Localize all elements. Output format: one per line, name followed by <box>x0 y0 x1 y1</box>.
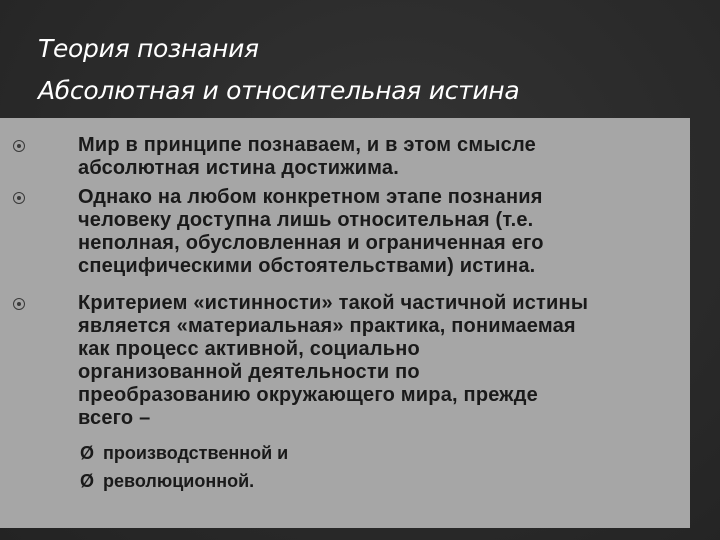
bullet-text-3 <box>78 292 688 430</box>
arrow-check-icon: Ø <box>80 443 95 463</box>
bullet-1-line-1: Мир в принципе познаваем, и в этом смысле <box>78 134 536 156</box>
bullet-text-2 <box>78 186 688 278</box>
bullet-text-1 <box>78 134 688 180</box>
bullet-2-line-2: человеку доступна лишь относительная (т.е. <box>78 209 534 231</box>
circle-dot-bullet-icon <box>13 140 25 152</box>
bullet-3-line-2: является «материальная» практика, понимаемая <box>78 315 576 337</box>
circle-dot-bullet-icon <box>13 192 25 204</box>
bullet-3-line-1: Критерием «истинности» такой частичной истины <box>78 292 589 314</box>
content-panel <box>0 118 690 528</box>
slide-title <box>38 28 678 112</box>
title-line-2: Абсолютная и относительная истина <box>38 76 520 105</box>
bullet-3-line-4: организованной деятельности по <box>78 361 420 383</box>
sub-bullet-2-text: революционной. <box>103 471 255 491</box>
bullet-3-line-5: преобразованию окружающего мира, прежде <box>78 384 538 406</box>
arrow-check-icon: Ø <box>80 471 95 491</box>
bullet-2-line-1: Однако на любом конкретном этапе познания <box>78 186 543 208</box>
bullet-1-line-2: абсолютная истина достижима. <box>78 157 399 179</box>
bullet-3-line-3: как процесс активной, социально <box>78 338 420 360</box>
sub-bullet-1-text: производственной и <box>103 443 289 463</box>
bullet-3-line-6: всего – <box>78 407 151 429</box>
bullet-2-line-3: неполная, обусловленная и ограниченная его <box>78 232 544 254</box>
sub-bullet-2 <box>80 470 680 492</box>
sub-bullet-1 <box>80 442 680 464</box>
bullet-2-line-4: специфическими обстоятельствами) истина. <box>78 255 536 277</box>
circle-dot-bullet-icon <box>13 298 25 310</box>
title-line-1: Теория познания <box>38 34 259 63</box>
